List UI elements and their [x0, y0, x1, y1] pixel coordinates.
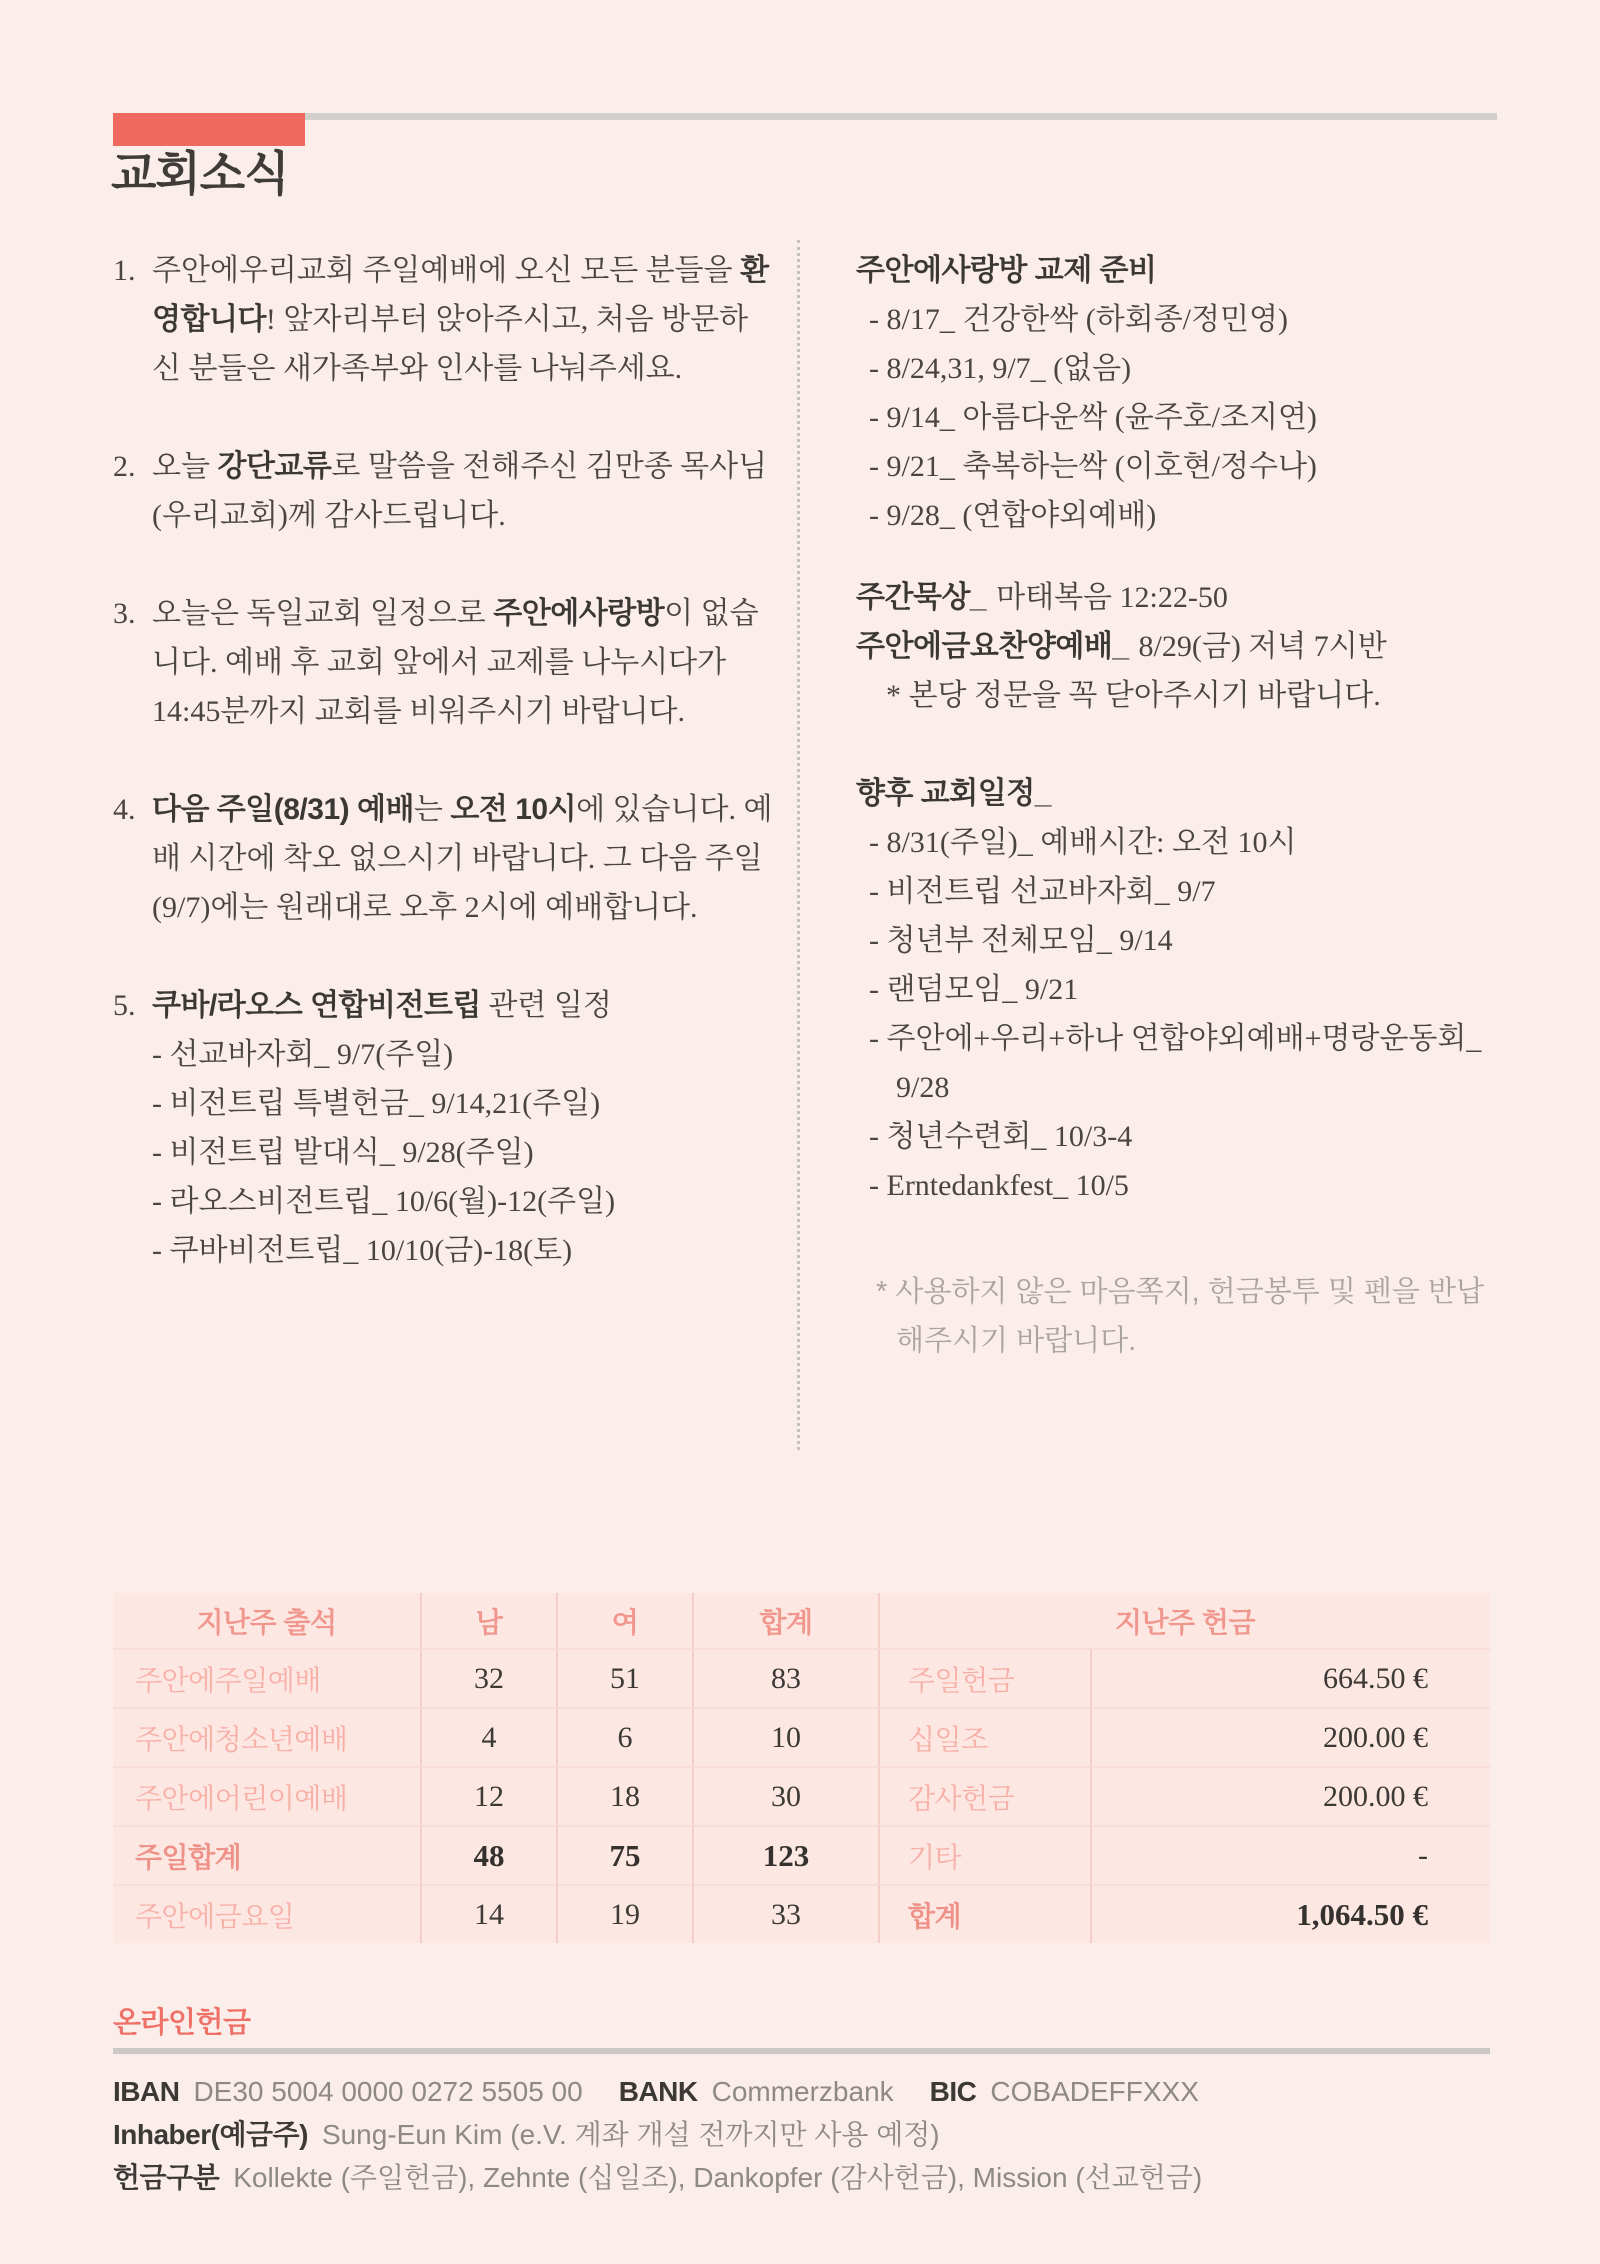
bic-label: BIC [929, 2076, 977, 2107]
attendance-sum-female: 75 [556, 1825, 692, 1884]
weekly-section [856, 573, 1504, 720]
schedule-line: - 8/31(주일)_ 예배시간: 오전 10시 [869, 826, 1297, 859]
sarangbang-line: - 8/17_ 건강한싹 (하회종/정민영) [869, 303, 1288, 336]
attendance-sum-male: 48 [420, 1825, 556, 1884]
schedule-line: - 주안에+우리+하나 연합야외예배+명랑운동회_ 9/28 [869, 1022, 1482, 1104]
item-text: 다음 주일(8/31) 예배는 오전 10시에 있습니다. 예배 시간에 착오 없으시기 바랍니다. 그 다음 주일(9/7)에는 원래대로 오후 2시에 예배합니다. [152, 793, 773, 924]
meditation-line [856, 573, 1504, 622]
attendance-male: 4 [420, 1707, 556, 1766]
schedule-line: - 비전트립 선교바자회_ 9/7 [869, 875, 1216, 908]
bank-label: BANK [618, 2076, 698, 2107]
offering-total-label: 합계 [878, 1884, 1090, 1943]
attendance-header: 지난주 출석 [196, 1606, 337, 1638]
holder-value: Sung-Eun Kim (e.V. 계좌 개설 전까지만 사용 예정) [321, 2119, 940, 2150]
accent-bar [113, 113, 305, 146]
section-title: 주안에사랑방 교제 준비 [856, 254, 1157, 287]
announcement-item-2 [113, 442, 776, 540]
offering-row-label: 십일조 [878, 1707, 1090, 1766]
offering-amount: 664.50 € [1090, 1648, 1490, 1707]
account-holder-line [113, 2113, 1513, 2156]
attendance-female: 19 [556, 1884, 692, 1943]
attendance-row-label: 주안에청소년예배 [113, 1707, 420, 1766]
meditation-value: 마태복음 12:22-50 [996, 581, 1228, 614]
friday-worship-label: 주안에금요찬양예배_ [856, 630, 1129, 663]
attendance-total: 83 [692, 1648, 878, 1707]
attendance-male: 14 [420, 1884, 556, 1943]
column-divider [797, 240, 800, 1450]
offering-amount: 200.00 € [1090, 1766, 1490, 1825]
attendance-total: 10 [692, 1707, 878, 1766]
sarangbang-line: - 8/24,31, 9/7_ (없음) [869, 352, 1132, 385]
online-giving-title: 온라인헌금 [113, 2007, 251, 2039]
friday-worship-value: 8/29(금) 저녁 7시반 [1138, 630, 1387, 663]
attendance-male: 12 [420, 1766, 556, 1825]
bank-account-line [113, 2070, 1513, 2113]
offering-header: 지난주 헌금 [878, 1593, 1490, 1648]
offering-total-amount: 1,064.50 € [1090, 1884, 1490, 1943]
attendance-row-label: 주안에주일예배 [113, 1648, 420, 1707]
return-items-note: * 사용하지 않은 마음쪽지, 헌금봉투 및 펜을 반납해주시기 바랍니다. [876, 1276, 1485, 1357]
item-text: 주안에우리교회 주일예배에 오신 모든 분들을 환영합니다! 앞자리부터 앉아주시고, 처음 방문하신 분들은 새가족부와 인사를 나눠주세요. [152, 254, 769, 385]
attendance-female: 18 [556, 1766, 692, 1825]
attendance-sum-total: 123 [692, 1825, 878, 1884]
item-number: 1. [113, 254, 136, 287]
iban-value: DE30 5004 0000 0272 5505 00 [193, 2076, 583, 2107]
holder-label: Inhaber(예금주) [113, 2119, 308, 2150]
schedule-line: - 청년수련회_ 10/3-4 [869, 1120, 1133, 1153]
attendance-offering-table [113, 1593, 1490, 1943]
category-value: Kollekte (주일헌금), Zehnte (십일조), Dankopfer (감사헌금), Mission (선교헌금) [233, 2162, 1203, 2193]
announcements-column [113, 246, 776, 1275]
item-number: 5. [113, 989, 136, 1022]
trip-schedule-line: - 쿠바비전트립_ 10/10(금)-18(토) [152, 1234, 573, 1267]
item-number: 2. [113, 450, 136, 483]
attendance-total: 33 [692, 1884, 878, 1943]
item-number: 4. [113, 793, 136, 826]
item-text: 오늘은 독일교회 일정으로 주안에사랑방이 없습니다. 예배 후 교회 앞에서 교제를 나누시다가 14:45분까지 교회를 비워주시기 바랍니다. [152, 597, 759, 728]
info-column [856, 246, 1504, 1366]
attendance-female: 6 [556, 1707, 692, 1766]
schedule-line: - Erntedankfest_ 10/5 [869, 1169, 1129, 1202]
announcement-item-5 [113, 981, 776, 1275]
friday-worship-line [856, 622, 1504, 671]
attendance-female: 51 [556, 1648, 692, 1707]
item-text: 쿠바/라오스 연합비전트립 관련 일정 [152, 989, 612, 1022]
trip-schedule-line: - 비전트립 발대식_ 9/28(주일) [152, 1136, 534, 1169]
offering-category-line [113, 2156, 1513, 2199]
announcement-item-4 [113, 785, 776, 932]
trip-schedule-line: - 비전트립 특별헌금_ 9/14,21(주일) [152, 1087, 601, 1120]
attendance-row-label: 주안에금요일 [113, 1884, 420, 1943]
schedule-line: - 랜덤모임_ 9/21 [869, 973, 1079, 1006]
sarangbang-line: - 9/28_ (연합야외예배) [869, 499, 1157, 532]
iban-label: IBAN [113, 2076, 180, 2107]
announcement-item-1 [113, 246, 776, 393]
header-rule [305, 113, 1497, 120]
sarangbang-section [856, 246, 1504, 540]
offering-amount: - [1090, 1825, 1490, 1884]
attendance-sum-label: 주일합계 [113, 1825, 420, 1884]
sarangbang-line: - 9/14_ 아름다운싹 (윤주호/조지연) [869, 401, 1317, 434]
total-header: 합계 [692, 1593, 878, 1648]
male-header: 남 [420, 1593, 556, 1648]
attendance-male: 32 [420, 1648, 556, 1707]
item-number: 3. [113, 597, 136, 630]
offering-row-label: 주일헌금 [878, 1648, 1090, 1707]
meditation-label: 주간묵상_ [856, 581, 987, 614]
trip-schedule-line: - 라오스비전트립_ 10/6(월)-12(주일) [152, 1185, 616, 1218]
friday-worship-note: * 본당 정문을 꼭 닫아주시기 바랍니다. [886, 679, 1381, 712]
announcement-item-3 [113, 589, 776, 736]
offering-amount: 200.00 € [1090, 1707, 1490, 1766]
page-title: 교회소식 [111, 147, 289, 200]
bic-value: COBADEFFXXX [990, 2076, 1199, 2107]
category-label: 헌금구분 [113, 2162, 220, 2193]
trip-schedule-line: - 선교바자회_ 9/7(주일) [152, 1038, 454, 1071]
offering-row-label: 기타 [878, 1825, 1090, 1884]
bank-value: Commerzbank [711, 2076, 894, 2107]
schedule-line: - 청년부 전체모임_ 9/14 [869, 924, 1173, 957]
attendance-total: 30 [692, 1766, 878, 1825]
section-title: 향후 교회일정_ [856, 777, 1051, 810]
item-text: 오늘 강단교류로 말씀을 전해주신 김만종 목사님(우리교회)께 감사드립니다. [152, 450, 768, 532]
sarangbang-line: - 9/21_ 축복하는싹 (이호현/정수나) [869, 450, 1317, 483]
online-giving-rule [113, 2048, 1490, 2054]
offering-row-label: 감사헌금 [878, 1766, 1090, 1825]
attendance-row-label: 주안에어린이예배 [113, 1766, 420, 1825]
upcoming-schedule-section [856, 769, 1504, 1210]
online-giving-info [113, 2070, 1513, 2199]
female-header: 여 [556, 1593, 692, 1648]
